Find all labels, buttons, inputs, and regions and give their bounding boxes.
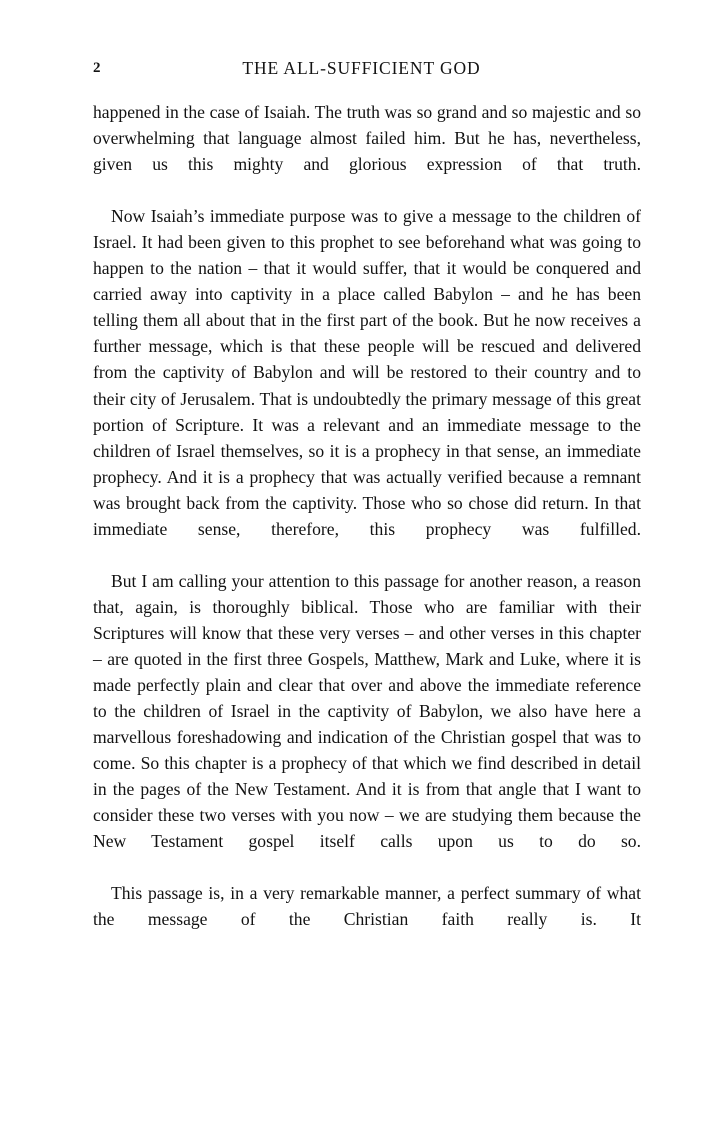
page-number: 2	[93, 60, 101, 76]
paragraph: This passage is, in a very remarkable manner, a perfect summary of what the message of the Christian faith really is. It	[93, 883, 641, 930]
paragraph: happened in the case of Isaiah. The truth was so grand and so majestic and so overwhelming that language almost failed him. But he has, nevertheless, given us this mighty and glorious expression of that truth.	[93, 102, 641, 175]
paragraph: But I am calling your attention to this passage for another reason, a reason that, again, is thoroughly biblical. Those who are familiar with their Scriptures will know that these very verses – and other verses in this chapter – are quoted in the first three Gospels, Matthew, Mark and Luke, where it is made perfectly plain and clear that over and above the immediate reference to the children of Israel in the captivity of Babylon, we also have here a marvellous foreshadowing and indication of the Christian gospel that was to come. So this chapter is a prophecy of that which we find described in detail in the pages of the New Testament. And it is from that angle that I want to consider these two verses with you now – we are studying them because the New Testament gospel itself calls upon us to do so.	[93, 570, 641, 852]
running-header	[93, 56, 640, 80]
body-text-block	[93, 99, 641, 959]
paragraph: Now Isaiah’s immediate purpose was to give a message to the children of Israel. It had been given to this prophet to see beforehand what was going to happen to the nation – that it would suffer, that it would be conquered and carried away into captivity in a place called Babylon – and he has been telling them all about that in the first part of the book. But he now receives a further message, which is that these people will be rescued and delivered from the captivity of Babylon and will be restored to their country and to their city of Jerusalem. That is undoubtedly the primary message of this great portion of Scripture. It was a relevant and an immediate message to the children of Israel themselves, so it is a prophecy in that sense, an immediate prophecy. And it is a prophecy that was actually verified because a remnant was brought back from the captivity. Those who so chose did return. In that immediate sense, therefore, this prophecy was fulfilled.	[93, 206, 641, 539]
running-title: THE ALL-SUFFICIENT GOD	[242, 58, 481, 78]
